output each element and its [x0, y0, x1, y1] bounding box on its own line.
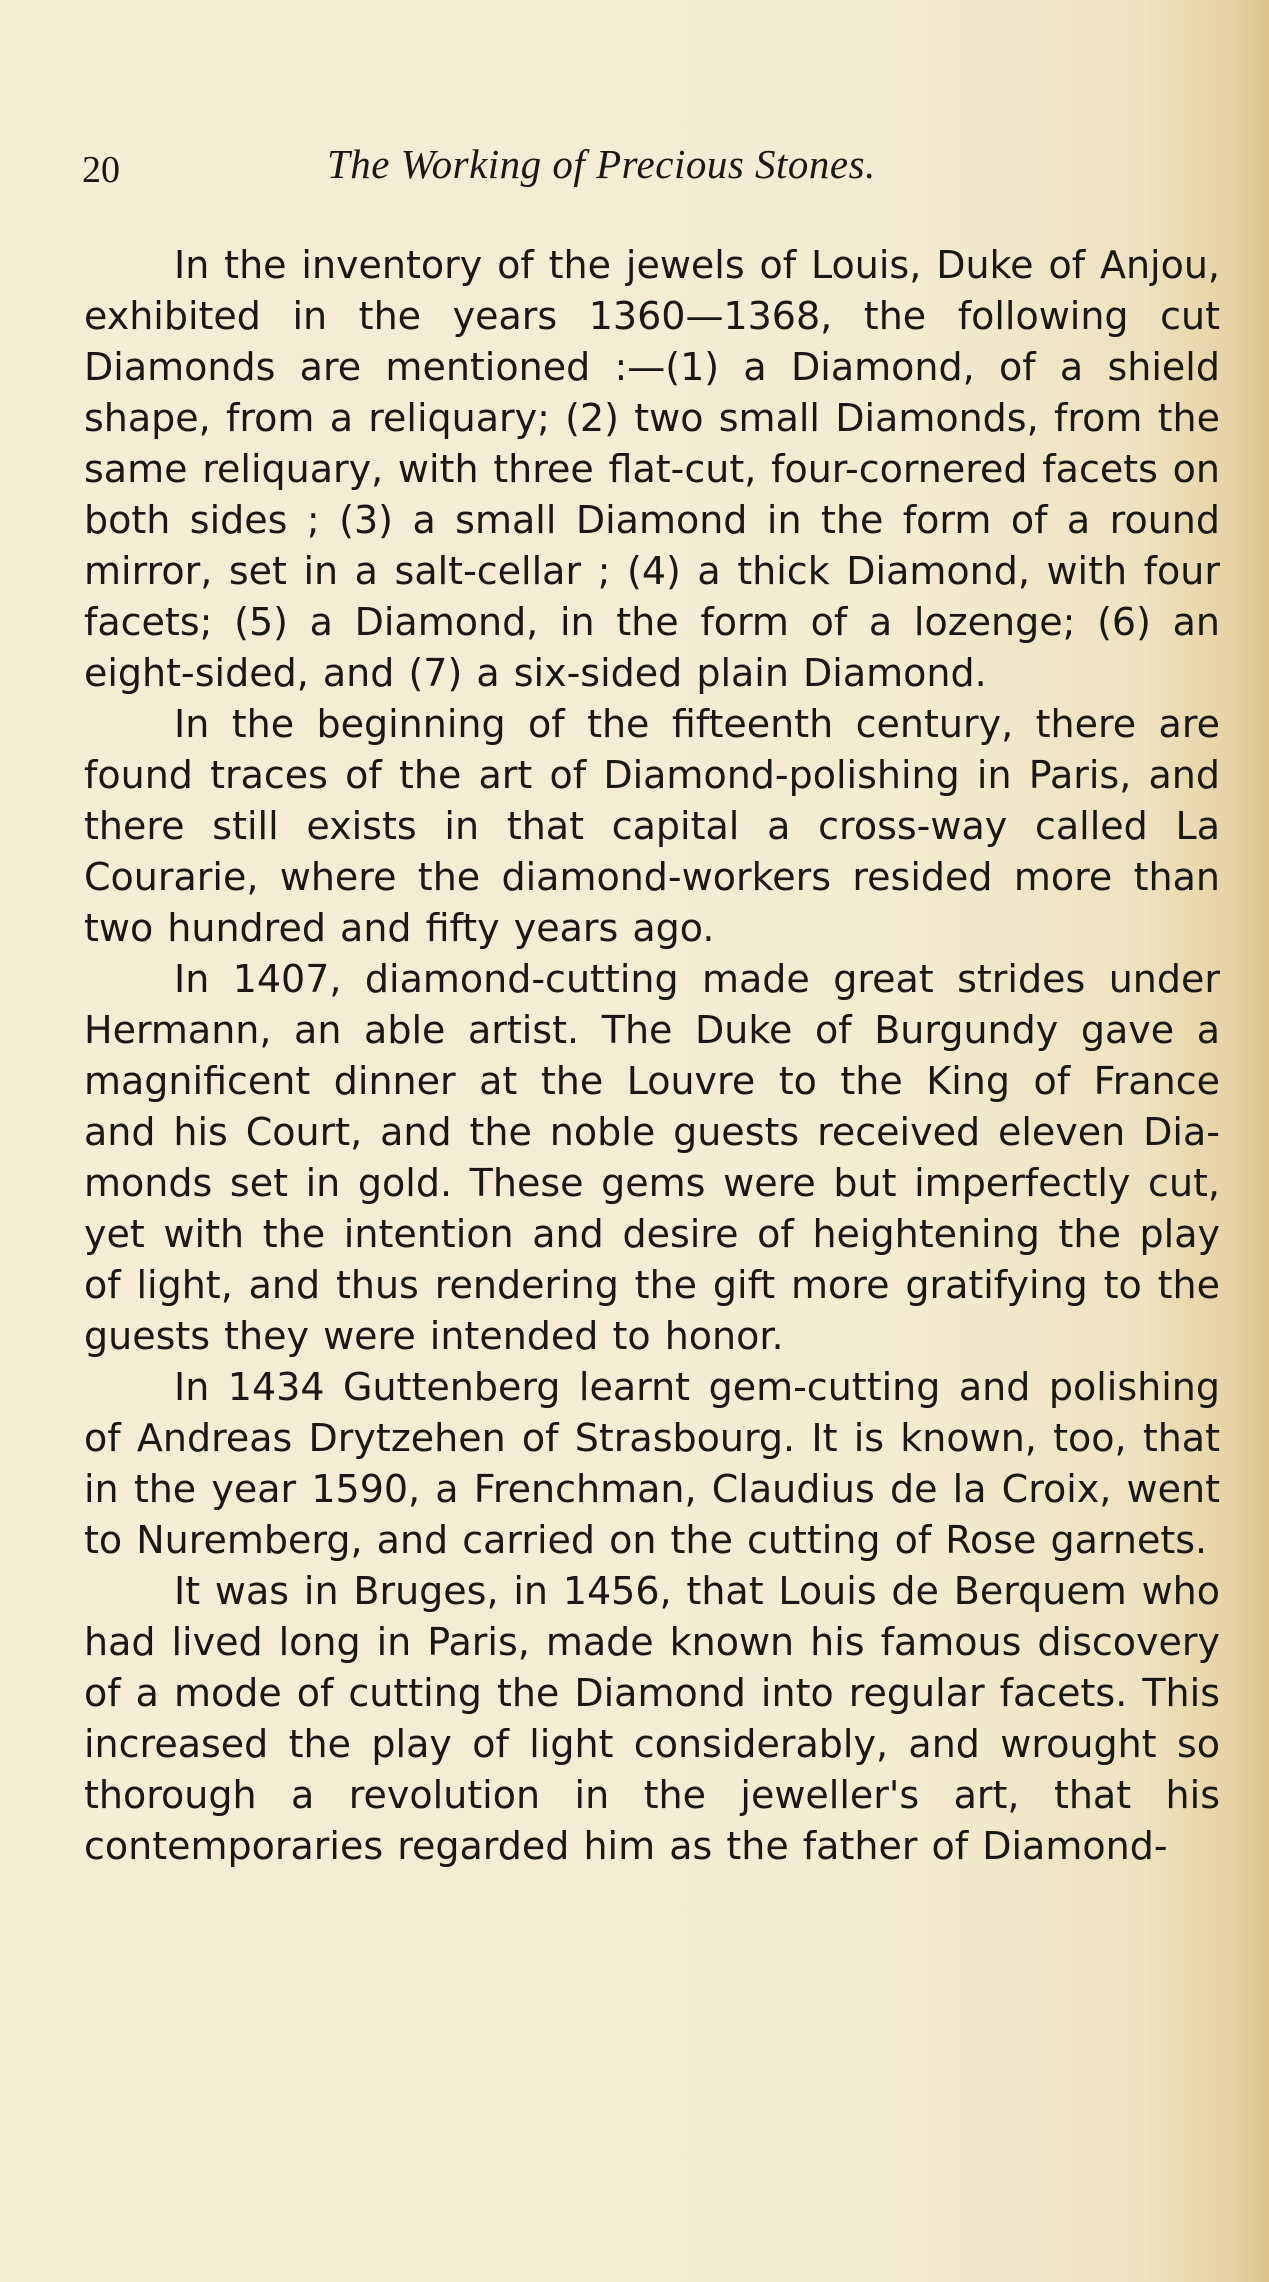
paragraph-anjou-inventory: In the inventory of the jewels of Louis, Duke of Anjou, exhibited in the years 1360—1368, the following cut Diamonds are mentioned :—(1) a Diamond, of a shield shape, from a reliquary; (2) two small Diamonds, from the same reliquary, with three flat-cut, four-cornered facets on both sides ; (3) a small Diamond in the form of a round mirror, set in a salt-cellar ; (4) a thick Diamond, with four facets; (5) a Diamond, in the form of a lozenge; (6) an eight-sided, and (7) a six-sided plain Diamond.	[84, 243, 1220, 695]
paragraph-guttenberg-1434: In 1434 Guttenberg learnt gem-cutting and polishing of Andreas Drytzehen of Strasbourg. It is known, too, that in the year 1590, a Frenchman, Claudius de la Croix, went to Nuremberg, and carried on the cutting of Rose garnets.	[84, 1365, 1220, 1562]
page-number: 20	[82, 149, 120, 191]
running-title: The Working of Precious Stones.	[327, 141, 876, 187]
body-text	[84, 240, 1220, 1872]
paragraph-paris-polishing: In the beginning of the fifteenth century, there are found traces of the art of Diamond-polishing in Paris, and there still exists in that capital a cross-way called La Courarie, where the diamond-workers resided more than two hundred and fifty years ago.	[84, 702, 1220, 950]
paragraph-berquem-1456: It was in Bruges, in 1456, that Louis de Berquem who had lived long in Paris, made known his famous discovery of a mode of cutting the Diamond into regular facets. This increased the play of light considerably, and wrought so thorough a revolution in the jeweller's art, that his contemporaries regarded him as the father of Diamond-	[84, 1569, 1220, 1868]
paragraph-hermann-1407: In 1407, diamond-cutting made great strides under Hermann, an able artist. The Duke of Burgundy gave a magnificent dinner at the Louvre to the King of France and his Court, and the noble guests received eleven Dia-monds set in gold. These gems were but imperfectly cut, yet with the intention and desire of heightening the play of light, and thus rendering the gift more gratifying to the guests they were intended to honor.	[84, 957, 1220, 1358]
page-header	[82, 140, 1222, 200]
